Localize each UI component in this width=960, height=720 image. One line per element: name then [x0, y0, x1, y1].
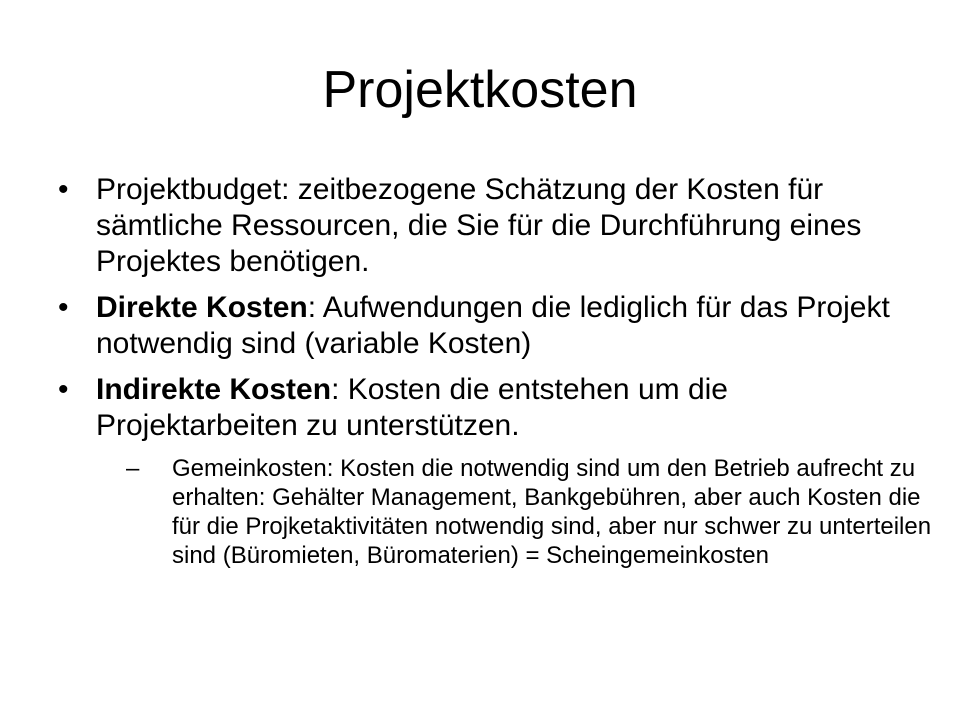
bullet-item-direkte-kosten	[58, 290, 938, 362]
bullet-bold-text: Direkte Kosten	[96, 291, 308, 324]
bullet-text: : Aufwendungen die lediglich für das Projekt notwendig sind (variable Kosten)	[96, 291, 890, 360]
bullet-marker: •	[58, 373, 69, 406]
sub-bullet-text: Gemeinkosten: Kosten die notwendig sind um den Betrieb aufrecht zu erhalten: Gehälter Management, Bankgebühren, aber auch Kosten die für die Projketaktivitäten notwendig sind, aber nur schwer zu unterteilen sind (Büromieten, Büromaterien) = Scheingemeinkosten	[172, 455, 932, 569]
bullet-text: : Kosten die entstehen um die Projektarbeiten zu unterstützen.	[96, 373, 728, 442]
bullet-item-projektbudget	[58, 172, 938, 280]
slide-title: Projektkosten	[322, 61, 638, 119]
bullet-marker: •	[58, 173, 69, 206]
bullet-list	[58, 172, 938, 570]
bullet-text: Projektbudget: zeitbezogene Schätzung der Kosten für sämtliche Ressourcen, die Sie für die Durchführung eines Projektes benötigen.	[96, 173, 862, 278]
bullet-marker: •	[58, 291, 69, 324]
sub-bullet-item-gemeinkosten	[126, 454, 938, 570]
sub-bullet-marker: –	[126, 455, 140, 482]
bullet-bold-text: Indirekte Kosten	[96, 373, 332, 406]
bullet-item-indirekte-kosten	[58, 372, 938, 444]
